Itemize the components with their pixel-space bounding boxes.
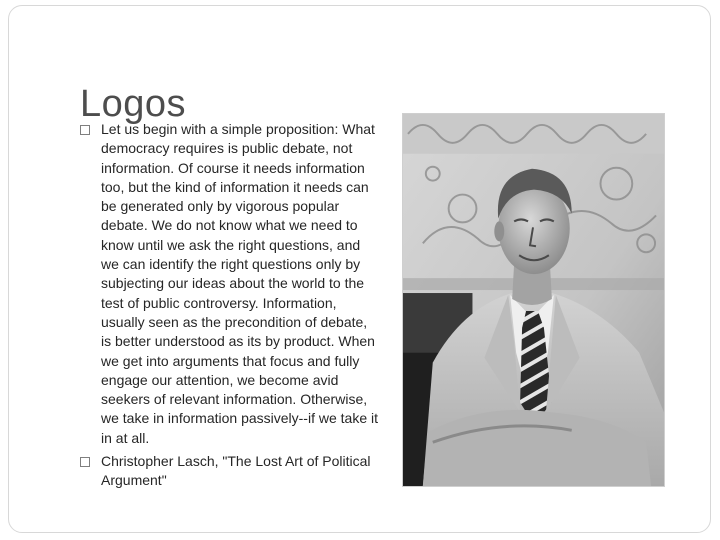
portrait-photo — [402, 113, 665, 487]
bullet-quote — [80, 120, 380, 448]
bullet-square-icon — [80, 125, 90, 135]
bullet-quote-text: Let us begin with a simple proposition: What democracy requires is public debate, not information. Of course it needs information too, but the kind of information it needs can be generated only by vigorous popular debate. We do not know what we need to know until we ask the right questions, and we can identify the right questions only by subjecting our ideas about the world to the test of public controversy. Information, usually seen as the precondition of debate, is better understood as its by product. When we get into arguments that focus and fully engage our attention, we become avid seekers of relevant information. Otherwise, we take in information passively--if we take it in at all. — [101, 121, 378, 446]
bullet-square-icon — [80, 457, 90, 467]
bullet-attribution — [80, 452, 380, 491]
bullet-attribution-text: Christopher Lasch, "The Lost Art of Political Argument" — [101, 453, 371, 489]
bullet-list — [80, 120, 380, 491]
slide-title: Logos — [80, 83, 187, 126]
